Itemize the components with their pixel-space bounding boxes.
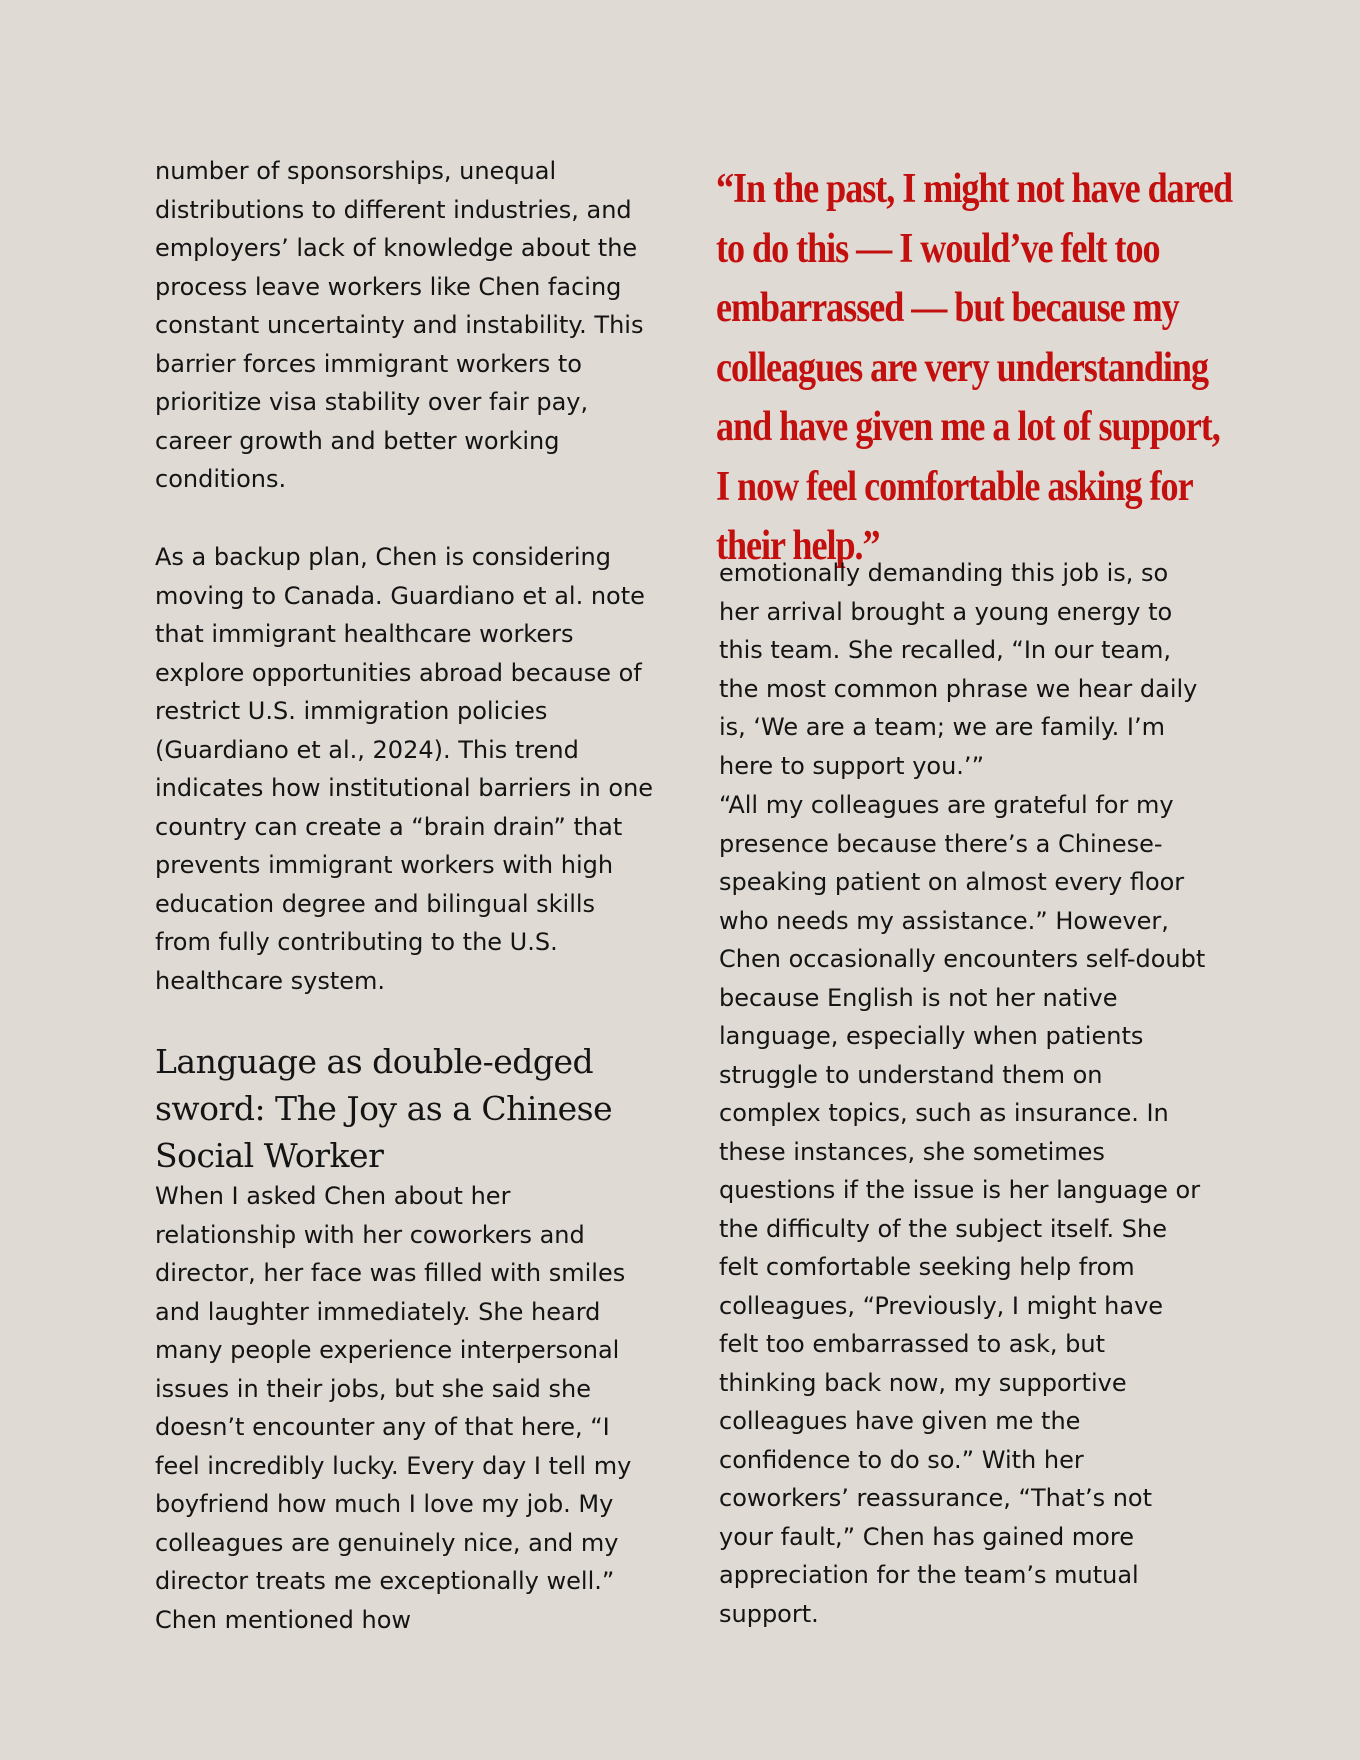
body-paragraph: As a backup plan, Chen is considering moving to Canada. Guardiano et al. note that immigrant healthcare workers explore opportunities abroad because of restrict U.S. immigration policies (Guardiano et al., 2024). This trend indicates how institutional barriers in one country can create a “brain drain” that prevents immigrant workers with high education degree and bilingual skills from fully contributing to the U.S. healthcare system. [155, 543, 654, 995]
body-paragraph: number of sponsorships, unequal distributions to different industries, and employers’ lack of knowledge about the process leave workers like Chen facing constant uncertainty and instability. This barrier forces immigrant workers to prioritize visa stability over fair pay, career growth and better working conditions. [155, 157, 644, 493]
body-paragraph: When I asked Chen about her relationship with her coworkers and director, her face was filled with smiles and laughter immediately. She heard many people experience interpersonal issues in their jobs, but she said she doesn’t encounter any of that here, “I feel incredibly lucky. Every day I tell my boyfriend how much I love my job. My colleagues are genuinely nice, and my director treats me exceptionally well.” Chen mentioned how [155, 1182, 632, 1634]
body-paragraph: emotionally demanding this job is, so her arrival brought a young energy to this team. She recalled, “In our team, the most common phrase we hear daily is, ‘We are a team; we are family. I’m here to support you.’” [719, 559, 1198, 780]
body-paragraph: “All my colleagues are grateful for my presence because there’s a Chinese-speaking patient on almost every floor who needs my assistance.” However, Chen occasionally encounters self-doubt because English is not her native language, especially when patients struggle to understand them on complex topics, such as insurance. In these instances, she sometimes questions if the issue is her language or the difficulty of the subject itself. She felt comfortable seeking help from colleagues, “Previously, I might have felt too embarrassed to ask, but thinking back now, my supportive colleagues have given me the confidence to do so.” With her coworkers’ reassurance, “That’s not your fault,” Chen has gained more appreciation for the team’s mutual support. [719, 791, 1206, 1628]
pull-quote: “In the past, I might not have dared to do this — I would’ve felt too embarrassed — but because my colleagues are very understanding and have given me a lot of support, I now feel comfortable asking for their help.” [716, 166, 1233, 569]
section-heading: Language as double-edged sword: The Joy as a Chinese Social Worker [155, 1042, 613, 1175]
